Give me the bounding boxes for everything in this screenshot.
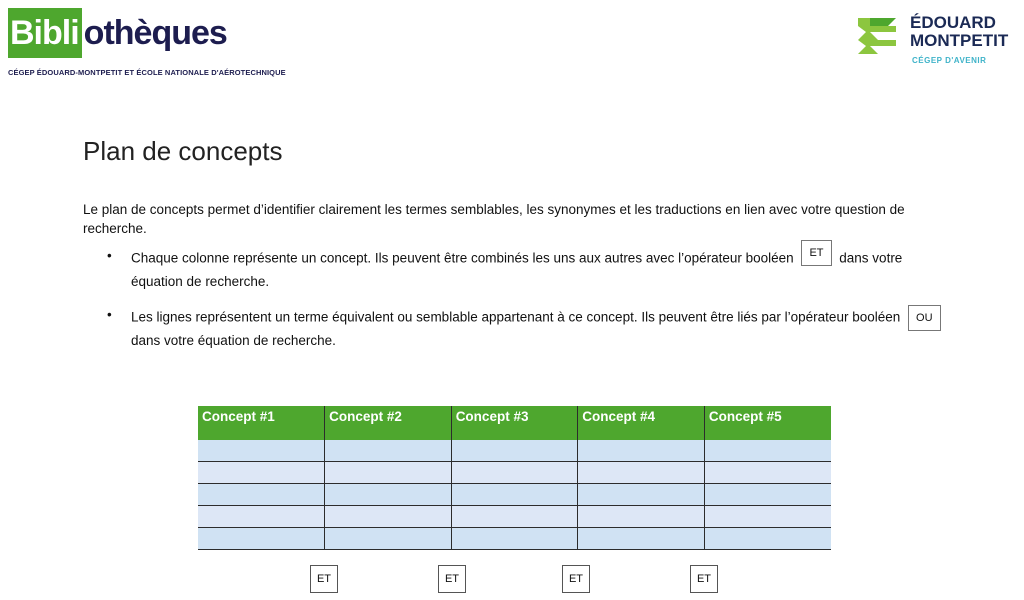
- logo-name: [910, 14, 1008, 50]
- table-cell[interactable]: [704, 506, 831, 528]
- logo-name-line2: MONTPETIT: [910, 31, 1009, 50]
- operator-et-box: ET: [801, 240, 831, 266]
- bibliotheques-logo: [8, 8, 286, 80]
- edouard-montpetit-logo: [856, 12, 1021, 72]
- operator-et-3: ET: [562, 565, 590, 593]
- logo-text: othèques: [83, 14, 227, 52]
- table-cell[interactable]: [578, 506, 705, 528]
- bullet-icon: •: [107, 307, 112, 322]
- table-cell[interactable]: [325, 528, 452, 550]
- table-cell[interactable]: [578, 440, 705, 462]
- bullet-text-before: Les lignes représentent un terme équivalent ou semblable appartenant à ce concept. Ils peuvent être liés par l’opérateur booléen: [131, 309, 901, 325]
- table-cell[interactable]: [198, 462, 325, 484]
- logo-subtitle: CÉGEP ÉDOUARD-MONTPETIT ET ÉCOLE NATIONALE D'AÉROTECHNIQUE: [8, 68, 286, 77]
- table-cell[interactable]: [325, 506, 452, 528]
- operator-et-1: ET: [310, 565, 338, 593]
- intro-paragraph: Le plan de concepts permet d’identifier clairement les termes semblables, les synonymes et les traductions en lien avec votre question de recherche.: [83, 202, 905, 236]
- list-item: [83, 246, 953, 291]
- bullet-text-before: Chaque colonne représente un concept. Ils peuvent être combinés les uns aux autres avec l’opérateur booléen: [131, 250, 794, 266]
- page-title: Plan de concepts: [83, 136, 283, 166]
- table-cell[interactable]: [704, 528, 831, 550]
- table-cell[interactable]: [578, 462, 705, 484]
- montpetit-emblem-icon: [856, 14, 902, 60]
- table-cell[interactable]: [325, 484, 452, 506]
- table-row: [198, 484, 831, 506]
- operator-et-4: ET: [690, 565, 718, 593]
- table-cell[interactable]: [325, 440, 452, 462]
- bullet-icon: •: [107, 248, 112, 263]
- operator-et-2: ET: [438, 565, 466, 593]
- bibliotheques-wordmark: [8, 8, 227, 58]
- bullet-list: [83, 246, 953, 364]
- logo-highlight: Bibli: [8, 8, 82, 58]
- concept-header-4: Concept #4: [578, 406, 705, 440]
- table-cell[interactable]: [198, 440, 325, 462]
- logo-tagline: CÉGEP D'AVENIR: [912, 56, 987, 65]
- concept-header-3: Concept #3: [451, 406, 578, 440]
- table-row: [198, 506, 831, 528]
- list-item: [83, 305, 953, 350]
- table-cell[interactable]: [451, 506, 578, 528]
- logo-name-line1: ÉDOUARD: [910, 13, 996, 32]
- bullet-text-after: dans votre équation de recherche.: [131, 333, 336, 348]
- bullet-text-after: dans votre équation de recherche.: [131, 250, 903, 289]
- table-row: [198, 462, 831, 484]
- table-cell[interactable]: [198, 484, 325, 506]
- concept-header-1: Concept #1: [198, 406, 325, 440]
- table-row: [198, 528, 831, 550]
- operator-ou-box: OU: [908, 305, 941, 331]
- concept-header-2: Concept #2: [325, 406, 452, 440]
- concept-table: [198, 406, 831, 550]
- table-cell[interactable]: [198, 528, 325, 550]
- concept-header-5: Concept #5: [704, 406, 831, 440]
- table-cell[interactable]: [578, 528, 705, 550]
- table-cell[interactable]: [451, 484, 578, 506]
- table-cell[interactable]: [704, 484, 831, 506]
- table-cell[interactable]: [704, 462, 831, 484]
- table-cell[interactable]: [198, 506, 325, 528]
- table-cell[interactable]: [325, 462, 452, 484]
- table-cell[interactable]: [451, 440, 578, 462]
- table-row: [198, 440, 831, 462]
- table-cell[interactable]: [578, 484, 705, 506]
- table-header-row: [198, 406, 831, 440]
- table-cell[interactable]: [704, 440, 831, 462]
- table-cell[interactable]: [451, 462, 578, 484]
- table-cell[interactable]: [451, 528, 578, 550]
